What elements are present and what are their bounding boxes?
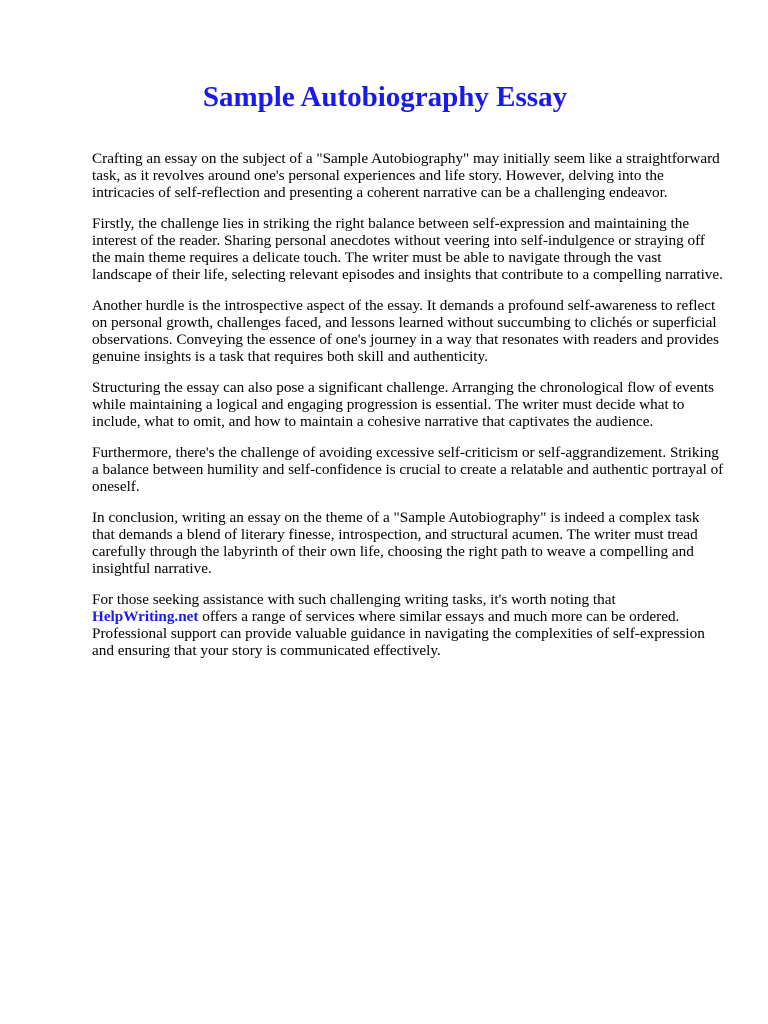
paragraph-conclusion: In conclusion, writing an essay on the theme of a "Sample Autobiography" is indeed a complex task that demands a blend of literary finesse, introspection, and structural acumen. The writer must tread carefully through the labyrinth of their own life, choosing the right path to weave a compelling and insightful narrative. [92, 509, 700, 577]
helpwriting-link[interactable]: HelpWriting.net [92, 608, 199, 625]
page-title: Sample Autobiography Essay [202, 81, 568, 113]
paragraph-intro: Crafting an essay on the subject of a "Sample Autobiography" may initially seem like a straightforward task, as it revolves around one's personal experiences and life story. However, delving into the intricacies of self-reflection and presenting a coherent narrative can be a challenging endeavor. [92, 150, 720, 201]
paragraph-introspection: Another hurdle is the introspective aspect of the essay. It demands a profound self-awareness to reflect on personal growth, challenges faced, and lessons learned without succumbing to clichés or superficial observations. Conveying the essence of one's journey in a way that resonates with readers and provides genuine insights is a task that requires both skill and authenticity. [92, 297, 719, 365]
paragraph-structure: Structuring the essay can also pose a significant challenge. Arranging the chronological flow of events while maintaining a logical and engaging progression is essential. The writer must decide what to include, what to omit, and how to maintain a cohesive narrative that captivates the audience. [92, 379, 715, 430]
closing-text-after-link: offers a range of services where similar essays and much more can be ordered. Professional support can provide valuable guidance in navigating the complexities of self-expression and ensuring that your story is communicated effectively. [92, 608, 705, 659]
paragraph-closing [92, 591, 724, 659]
paragraph-self-criticism: Furthermore, there's the challenge of avoiding excessive self-criticism or self-aggrandizement. Striking a balance between humility and self-confidence is crucial to create a relatable and authentic portrayal of oneself. [92, 444, 724, 495]
closing-text-before-link: For those seeking assistance with such challenging writing tasks, it's worth noting that [92, 591, 616, 608]
paragraph-balance: Firstly, the challenge lies in striking the right balance between self-expression and maintaining the interest of the reader. Sharing personal anecdotes without veering into self-indulgence or straying off the main theme requires a delicate touch. The writer must be able to navigate through the vast landscape of their life, selecting relevant episodes and insights that contribute to a compelling narrative. [92, 215, 723, 283]
